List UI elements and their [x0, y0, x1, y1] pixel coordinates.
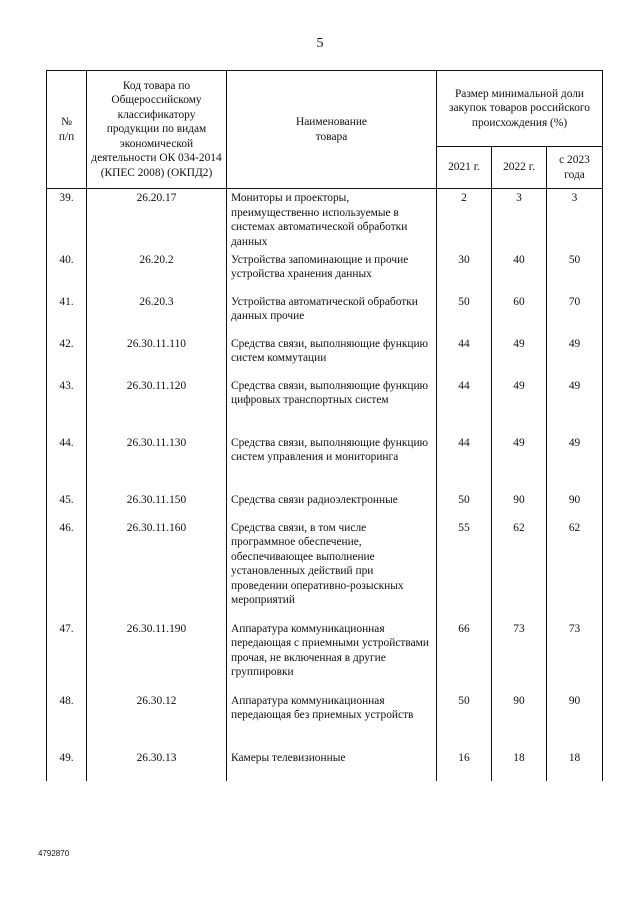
row-okpd2-code: 26.30.12	[87, 694, 227, 751]
row-share-2022: 49	[492, 379, 547, 436]
header-year-2022: 2022 г.	[492, 147, 547, 189]
row-share-2023: 3	[547, 189, 603, 253]
header-share: Размер минимальной доли закупок товаров российского происхождения (%)	[437, 71, 603, 147]
row-product-name: Средства связи радиоэлектронные	[227, 493, 437, 521]
row-product-name: Средства связи, в том числе программное обеспечение, обеспечивающее выполнение установленных действий при проведении оперативно-розыскных мероприятий	[227, 521, 437, 622]
row-number: 43.	[47, 379, 87, 436]
row-product-name: Аппаратура коммуникационная передающая без приемных устройств	[227, 694, 437, 751]
table-row	[47, 253, 603, 295]
row-share-2023: 49	[547, 436, 603, 493]
table-row	[47, 337, 603, 379]
table-row	[47, 436, 603, 493]
row-share-2023: 50	[547, 253, 603, 295]
header-name: Наименование товара	[227, 71, 437, 189]
row-share-2022: 73	[492, 622, 547, 694]
row-share-2022: 40	[492, 253, 547, 295]
row-share-2023: 62	[547, 521, 603, 622]
row-share-2022: 3	[492, 189, 547, 253]
row-number: 48.	[47, 694, 87, 751]
row-share-2021: 30	[437, 253, 492, 295]
row-share-2022: 49	[492, 436, 547, 493]
row-okpd2-code: 26.20.2	[87, 253, 227, 295]
row-share-2023: 90	[547, 694, 603, 751]
row-number: 47.	[47, 622, 87, 694]
row-share-2021: 50	[437, 295, 492, 337]
document-code: 4792870	[38, 849, 70, 858]
row-product-name: Устройства запоминающие и прочие устройства хранения данных	[227, 253, 437, 295]
row-number: 40.	[47, 253, 87, 295]
header-num: № п/п	[47, 71, 87, 189]
row-share-2021: 44	[437, 337, 492, 379]
row-product-name: Аппаратура коммуникационная передающая с приемными устройствами прочая, не включенная в другие группировки	[227, 622, 437, 694]
table-row	[47, 751, 603, 781]
table-row	[47, 521, 603, 622]
row-number: 44.	[47, 436, 87, 493]
row-number: 49.	[47, 751, 87, 781]
row-share-2021: 66	[437, 622, 492, 694]
row-okpd2-code: 26.30.11.160	[87, 521, 227, 622]
row-share-2023: 90	[547, 493, 603, 521]
row-share-2022: 49	[492, 337, 547, 379]
row-product-name: Мониторы и проекторы, преимущественно используемые в системах автоматической обработки данных	[227, 189, 437, 253]
row-okpd2-code: 26.20.3	[87, 295, 227, 337]
row-number: 46.	[47, 521, 87, 622]
row-share-2021: 44	[437, 379, 492, 436]
row-share-2022: 60	[492, 295, 547, 337]
page-number: 5	[316, 36, 324, 51]
table-row	[47, 694, 603, 751]
row-okpd2-code: 26.30.11.190	[87, 622, 227, 694]
row-product-name: Камеры телевизионные	[227, 751, 437, 781]
row-product-name: Средства связи, выполняющие функцию систем управления и мониторинга	[227, 436, 437, 493]
row-okpd2-code: 26.20.17	[87, 189, 227, 253]
procurement-share-table	[46, 70, 603, 781]
row-number: 39.	[47, 189, 87, 253]
header-year-2023: с 2023 года	[547, 147, 603, 189]
row-share-2023: 70	[547, 295, 603, 337]
table-row	[47, 493, 603, 521]
header-code: Код товара по Общероссийскому классификатору продукции по видам экономической деятельности ОК 034-2014 (КПЕС 2008) (ОКПД2)	[87, 71, 227, 189]
row-share-2021: 50	[437, 493, 492, 521]
row-share-2023: 49	[547, 337, 603, 379]
row-number: 42.	[47, 337, 87, 379]
row-share-2021: 16	[437, 751, 492, 781]
row-share-2023: 49	[547, 379, 603, 436]
row-share-2022: 90	[492, 694, 547, 751]
row-share-2021: 50	[437, 694, 492, 751]
table-row	[47, 189, 603, 253]
header-row	[47, 71, 603, 147]
row-share-2022: 90	[492, 493, 547, 521]
row-product-name: Средства связи, выполняющие функцию цифровых транспортных систем	[227, 379, 437, 436]
row-share-2023: 73	[547, 622, 603, 694]
row-okpd2-code: 26.30.11.130	[87, 436, 227, 493]
row-okpd2-code: 26.30.13	[87, 751, 227, 781]
row-number: 45.	[47, 493, 87, 521]
row-okpd2-code: 26.30.11.120	[87, 379, 227, 436]
header-year-2021: 2021 г.	[437, 147, 492, 189]
row-okpd2-code: 26.30.11.150	[87, 493, 227, 521]
row-share-2021: 2	[437, 189, 492, 253]
table-row	[47, 295, 603, 337]
table-row	[47, 622, 603, 694]
row-product-name: Устройства автоматической обработки данных прочие	[227, 295, 437, 337]
row-share-2022: 18	[492, 751, 547, 781]
row-share-2022: 62	[492, 521, 547, 622]
row-share-2023: 18	[547, 751, 603, 781]
row-product-name: Средства связи, выполняющие функцию систем коммутации	[227, 337, 437, 379]
table-body	[47, 189, 603, 781]
row-share-2021: 55	[437, 521, 492, 622]
table-row	[47, 379, 603, 436]
row-share-2021: 44	[437, 436, 492, 493]
row-okpd2-code: 26.30.11.110	[87, 337, 227, 379]
row-number: 41.	[47, 295, 87, 337]
